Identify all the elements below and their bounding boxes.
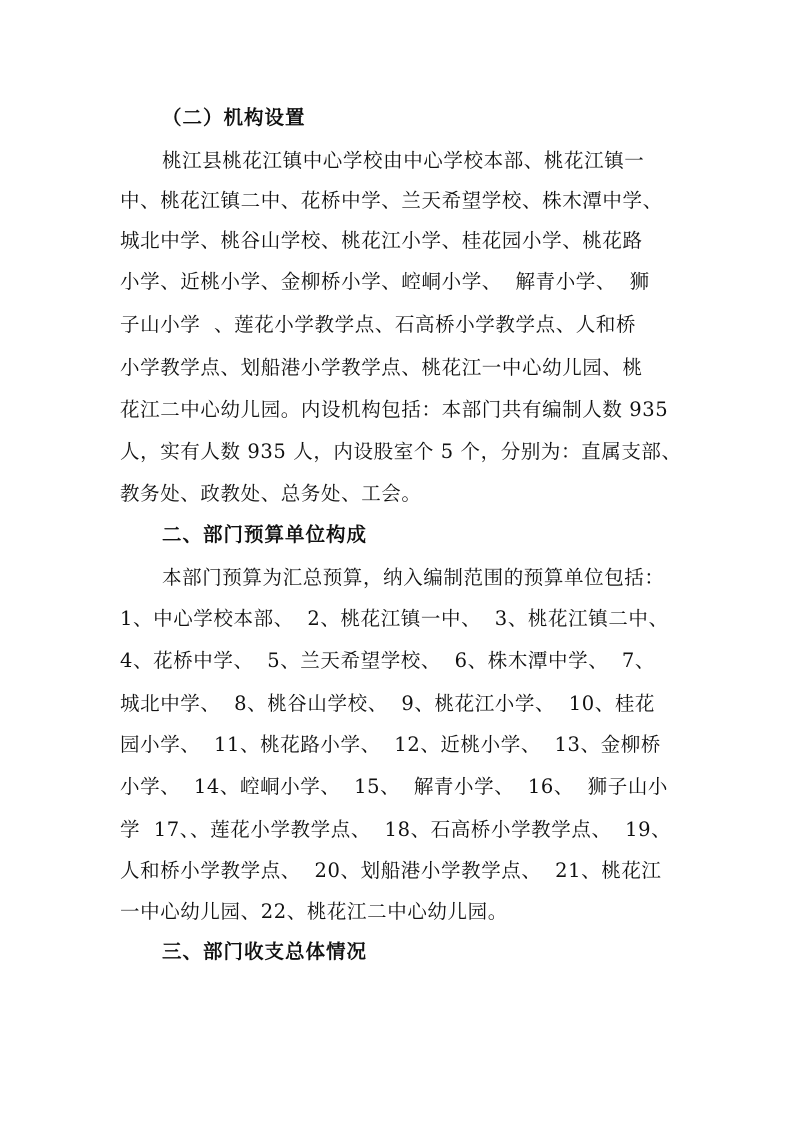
paragraph-line: 桃江县桃花江镇中心学校由中心学校本部、桃花江镇一 [162,149,645,172]
paragraph-line: 小学、 14、崆峒小学、 15、 解青小学、 16、 狮子山小 [120,775,669,798]
paragraph-line: 教务处、政教处、总务处、工会。 [120,482,422,505]
paragraph-line: 子山小学 、莲花小学教学点、石高桥小学教学点、人和桥 [120,313,637,336]
section-heading-org-setup: （二）机构设置 [162,106,306,129]
section-heading-revenue-expenditure: 三、部门收支总体情况 [162,940,368,963]
paragraph-line: 人和桥小学教学点、 20、划船港小学教学点、 21、桃花江 [120,859,662,882]
paragraph-line: 城北中学、 8、桃谷山学校、 9、桃花江小学、 10、桂花 [120,692,656,715]
paragraph-line: 1、中心学校本部、 2、桃花江镇一中、 3、桃花江镇二中、 [120,607,669,630]
paragraph-line: 一中心幼儿园、22、桃花江二中心幼儿园。 [120,900,508,923]
paragraph-line: 人，实有人数 935 人，内设股室个 5 个，分别为：直属支部、 [120,440,682,463]
paragraph-line: 学 17、、莲花小学教学点、 18、石高桥小学教学点、 19、 [120,818,672,841]
paragraph-line: 4、花桥中学、 5、兰天希望学校、 6、株木潭中学、 7、 [120,649,656,672]
paragraph-line: 小学教学点、划船港小学教学点、桃花江一中心幼儿园、桃 [120,356,643,379]
paragraph-line: 花江二中心幼儿园。内设机构包括：本部门共有编制人数 935 [120,398,669,421]
section-heading-budget-units: 二、部门预算单位构成 [162,523,368,546]
paragraph-line: 城北中学、桃谷山学校、桃花江小学、桂花园小学、桃花路 [120,229,643,252]
paragraph-line: 本部门预算为汇总预算，纳入编制范围的预算单位包括： [162,566,665,589]
paragraph-line: 中、桃花江镇二中、花桥中学、兰天希望学校、株木潭中学、 [120,189,663,212]
paragraph-line: 园小学、 11、桃花路小学、 12、近桃小学、 13、金柳桥 [120,733,661,756]
paragraph-line: 小学、近桃小学、金柳桥小学、崆峒小学、 解青小学、 狮 [120,270,650,293]
